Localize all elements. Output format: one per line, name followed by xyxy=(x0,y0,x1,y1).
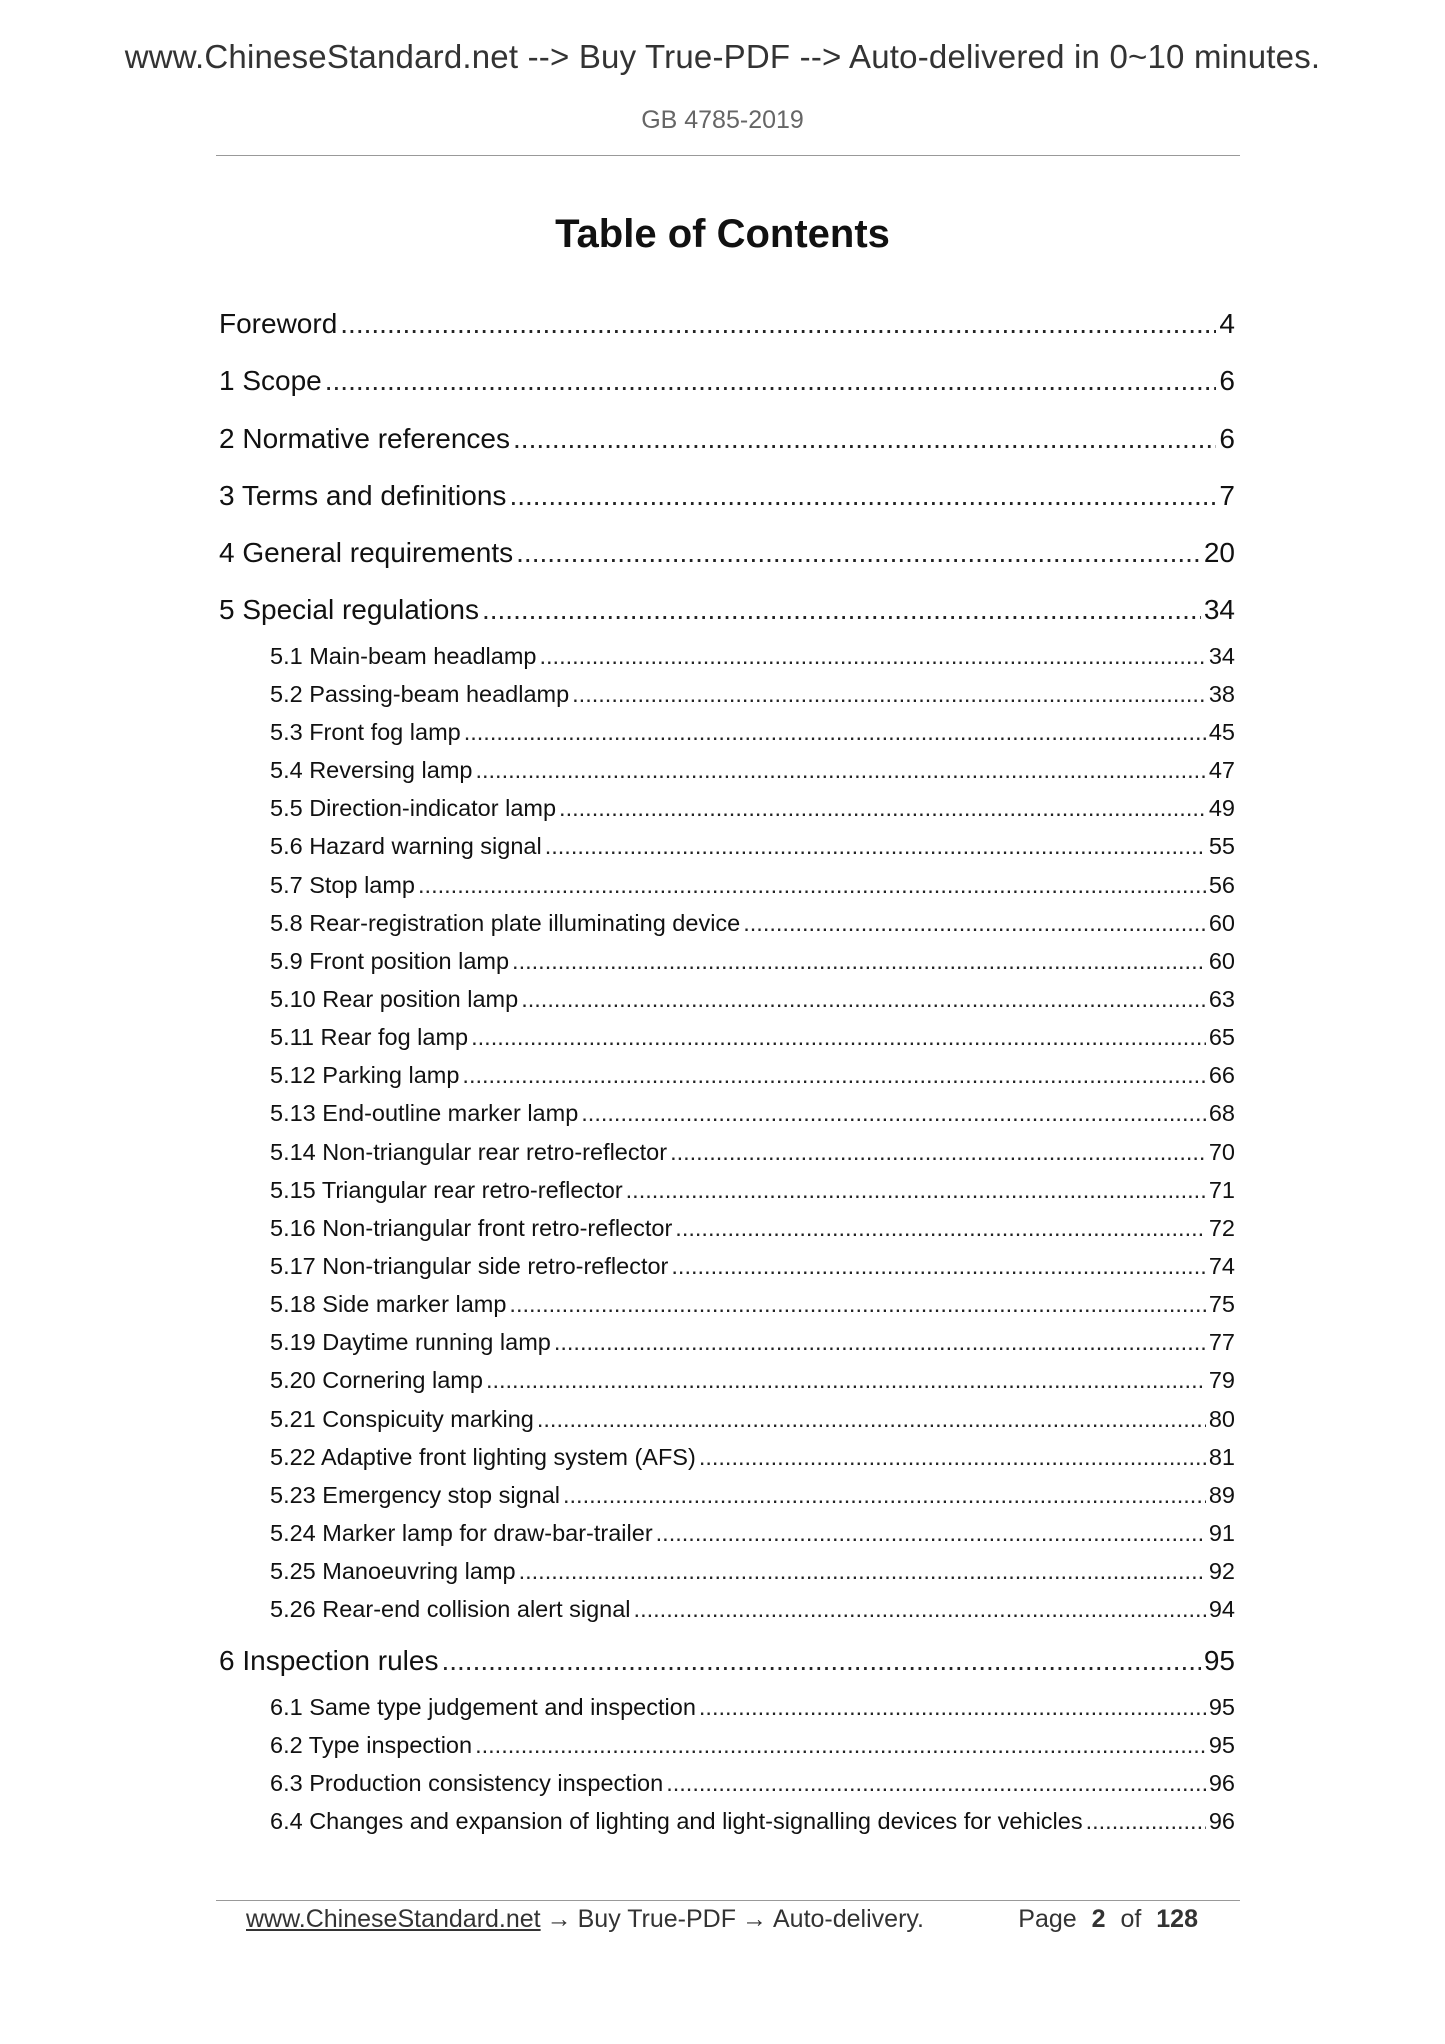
toc-dot-leader xyxy=(509,473,1216,519)
toc-entry-page: 45 xyxy=(1208,719,1235,746)
toc-entry-page: 70 xyxy=(1208,1138,1235,1165)
toc-entry-page: 20 xyxy=(1203,537,1235,569)
toc-entry-label: 5.15 Triangular rear retro-reflector xyxy=(270,1176,623,1203)
toc-dot-leader xyxy=(572,675,1206,713)
toc-entry-label: 1 Scope xyxy=(219,365,322,397)
toc-entry-page: 96 xyxy=(1208,1770,1235,1797)
toc-dot-leader xyxy=(699,1438,1206,1476)
toc-entry-label: 5.24 Marker lamp for draw-bar-trailer xyxy=(270,1520,653,1547)
toc-entry-label: 5.12 Parking lamp xyxy=(270,1062,460,1089)
toc-entry-page: 81 xyxy=(1208,1443,1235,1470)
toc-entry-page: 94 xyxy=(1208,1596,1235,1623)
toc-entry-label: 6.4 Changes and expansion of lighting and light-signalling devices for vehicles xyxy=(270,1808,1083,1835)
toc-entry-page: 34 xyxy=(1208,642,1235,669)
toc-dot-leader xyxy=(482,587,1201,633)
toc-dot-leader xyxy=(418,866,1206,904)
toc-dot-leader xyxy=(441,1638,1200,1684)
toc-subsection-entry[interactable] xyxy=(219,1590,1235,1628)
toc-subsection-entry[interactable] xyxy=(219,1361,1235,1399)
toc-entry-label: 5.20 Cornering lamp xyxy=(270,1367,483,1394)
toc-entry-label: 5.2 Passing-beam headlamp xyxy=(270,680,570,707)
toc-subsection-entry[interactable] xyxy=(219,1323,1235,1361)
toc-dot-leader xyxy=(519,1552,1206,1590)
toc-entry-label: 3 Terms and definitions xyxy=(219,479,507,511)
toc-entry-page: 96 xyxy=(1208,1808,1235,1835)
toc-subsection-entry[interactable] xyxy=(219,1438,1235,1476)
toc-entry-label: 6 Inspection rules xyxy=(219,1645,439,1677)
toc-entry-label: 6.1 Same type judgement and inspection xyxy=(270,1693,696,1720)
toc-subsection-entry[interactable] xyxy=(219,637,1235,675)
toc-dot-leader xyxy=(559,789,1206,827)
toc-entry-page: 6 xyxy=(1219,422,1235,454)
toc-entry-label: 5.26 Rear-end collision alert signal xyxy=(270,1596,631,1623)
toc-entry-label: 5.21 Conspicuity marking xyxy=(270,1405,534,1432)
toc-entry-page: 47 xyxy=(1208,757,1235,784)
toc-subsection-entry[interactable] xyxy=(219,1400,1235,1438)
toc-subsection-entry[interactable] xyxy=(219,1802,1235,1840)
header-divider xyxy=(216,155,1240,156)
footer-divider xyxy=(216,1900,1240,1901)
toc-entry-label: 5.3 Front fog lamp xyxy=(270,719,461,746)
toc-subsection-entry[interactable] xyxy=(219,1285,1235,1323)
toc-entry-page: 71 xyxy=(1208,1176,1235,1203)
toc-dot-leader xyxy=(325,358,1217,404)
toc-dot-leader xyxy=(563,1476,1206,1514)
toc-subsection-entry[interactable] xyxy=(219,1688,1235,1726)
toc-entry-page: 89 xyxy=(1208,1481,1235,1508)
toc-subsection-entry[interactable] xyxy=(219,1764,1235,1802)
toc-entry-page: 74 xyxy=(1208,1253,1235,1280)
toc-dot-leader xyxy=(634,1590,1206,1628)
toc-entry-page: 7 xyxy=(1219,479,1235,511)
page-footer xyxy=(246,1905,1206,1934)
toc-entry-label: 5 Special regulations xyxy=(219,594,479,626)
toc-dot-leader xyxy=(699,1688,1206,1726)
toc-entry-label: 5.16 Non-triangular front retro-reflector xyxy=(270,1214,673,1241)
toc-entry-label: 5.4 Reversing lamp xyxy=(270,757,473,784)
arrow-right-icon: → xyxy=(546,1905,572,1933)
toc-entry-page: 60 xyxy=(1208,909,1235,936)
toc-dot-leader xyxy=(462,1056,1205,1094)
page-word: Page xyxy=(1018,1905,1077,1933)
toc-entry-label: 5.9 Front position lamp xyxy=(270,947,510,974)
toc-section-entry[interactable] xyxy=(219,473,1235,530)
page-title: Table of Contents xyxy=(555,212,890,256)
toc-entry-label: 6.2 Type inspection xyxy=(270,1731,473,1758)
toc-entry-page: 95 xyxy=(1203,1645,1235,1677)
toc-subsection-entry[interactable] xyxy=(219,1209,1235,1247)
toc-entry-page: 92 xyxy=(1208,1558,1235,1585)
toc-entry-page: 66 xyxy=(1208,1062,1235,1089)
arrow-right-icon: → xyxy=(742,1905,767,1933)
toc-entry-page: 6 xyxy=(1219,365,1235,397)
toc-subsection-entry[interactable] xyxy=(219,1726,1235,1764)
toc-section-entry[interactable] xyxy=(219,530,1235,587)
footer-delivery-text: Auto-delivery. xyxy=(773,1905,924,1933)
toc-section-entry[interactable] xyxy=(219,358,1235,415)
total-pages: 128 xyxy=(1156,1905,1198,1933)
toc-dot-leader xyxy=(464,713,1206,751)
toc-entry-label: 5.22 Adaptive front lighting system (AFS) xyxy=(270,1443,696,1470)
toc-subsection-entry[interactable] xyxy=(219,904,1235,942)
toc-dot-leader xyxy=(1086,1802,1206,1840)
toc-entry-page: 38 xyxy=(1208,680,1235,707)
toc-dot-leader xyxy=(545,827,1206,865)
toc-dot-leader xyxy=(671,1247,1205,1285)
toc-dot-leader xyxy=(537,1400,1206,1438)
toc-entry-label: 6.3 Production consistency inspection xyxy=(270,1770,664,1797)
footer-site-link[interactable]: www.ChineseStandard.net xyxy=(246,1905,541,1933)
toc-dot-leader xyxy=(581,1094,1206,1132)
toc-entry-page: 4 xyxy=(1219,308,1235,339)
toc-dot-leader xyxy=(516,530,1201,576)
toc-entry-page: 63 xyxy=(1208,986,1235,1013)
toc-entry-page: 55 xyxy=(1208,833,1235,860)
footer-buy-text: Buy True-PDF xyxy=(577,1905,736,1933)
toc-entry-label: 5.25 Manoeuvring lamp xyxy=(270,1558,516,1585)
toc-entry-label: 5.13 End-outline marker lamp xyxy=(270,1100,579,1127)
toc-dot-leader xyxy=(743,904,1206,942)
toc-section-entry[interactable] xyxy=(219,416,1235,473)
toc-subsection-entry[interactable] xyxy=(219,1171,1235,1209)
toc-entry-page: 60 xyxy=(1208,947,1235,974)
toc-subsection-entry[interactable] xyxy=(219,751,1235,789)
toc-dot-leader xyxy=(626,1171,1206,1209)
toc-subsection-entry[interactable] xyxy=(219,1133,1235,1171)
page-indicator xyxy=(1018,1905,1206,1934)
toc-entry-label: 5.8 Rear-registration plate illuminating device xyxy=(270,909,741,936)
toc-entry-label: 2 Normative references xyxy=(219,422,511,454)
toc-subsection-entry[interactable] xyxy=(219,866,1235,904)
toc-entry-page: 95 xyxy=(1208,1693,1235,1720)
toc-entry-label: 5.5 Direction-indicator lamp xyxy=(270,795,557,822)
toc-dot-leader xyxy=(666,1764,1206,1802)
toc-entry-label: 5.14 Non-triangular rear retro-reflector xyxy=(270,1138,668,1165)
toc-subsection-entry[interactable] xyxy=(219,827,1235,865)
toc-entry-page: 75 xyxy=(1208,1291,1235,1318)
toc-subsection-entry[interactable] xyxy=(219,1247,1235,1285)
toc-dot-leader xyxy=(509,1285,1205,1323)
toc-entry-page: 49 xyxy=(1208,795,1235,822)
toc-entry-label: 5.7 Stop lamp xyxy=(270,871,416,898)
toc-dot-leader xyxy=(340,301,1216,347)
toc-entry-page: 72 xyxy=(1208,1214,1235,1241)
toc-subsection-entry[interactable] xyxy=(219,1476,1235,1514)
toc-entry-label: 5.18 Side marker lamp xyxy=(270,1291,507,1318)
toc-entry-page: 68 xyxy=(1208,1100,1235,1127)
toc-dot-leader xyxy=(471,1018,1206,1056)
toc-dot-leader xyxy=(521,980,1206,1018)
toc-entry-page: 34 xyxy=(1203,594,1235,626)
toc-entry-label: 5.19 Daytime running lamp xyxy=(270,1329,551,1356)
toc-subsection-entry[interactable] xyxy=(219,675,1235,713)
toc-subsection-entry[interactable] xyxy=(219,1552,1235,1590)
toc-dot-leader xyxy=(513,416,1216,462)
toc-subsection-entry[interactable] xyxy=(219,1094,1235,1132)
toc-subsection-entry[interactable] xyxy=(219,789,1235,827)
toc-entry-label: 5.10 Rear position lamp xyxy=(270,986,519,1013)
toc-dot-leader xyxy=(475,751,1205,789)
toc-dot-leader xyxy=(675,1209,1206,1247)
toc-subsection-entry[interactable] xyxy=(219,1018,1235,1056)
of-word: of xyxy=(1120,1905,1142,1933)
toc-entry-page: 91 xyxy=(1208,1520,1235,1547)
toc-subsection-entry[interactable] xyxy=(219,942,1235,980)
toc-subsection-entry[interactable] xyxy=(219,713,1235,751)
toc-dot-leader xyxy=(554,1323,1206,1361)
toc-entry-page: 65 xyxy=(1208,1024,1235,1051)
toc-dot-leader xyxy=(486,1361,1206,1399)
toc-dot-leader xyxy=(656,1514,1206,1552)
toc-subsection-entry[interactable] xyxy=(219,980,1235,1018)
toc-entry-page: 77 xyxy=(1208,1329,1235,1356)
toc-dot-leader xyxy=(475,1726,1206,1764)
toc-entry-page: 95 xyxy=(1208,1731,1235,1758)
toc-entry-label: 5.17 Non-triangular side retro-reflector xyxy=(270,1253,669,1280)
toc-entry-label: 5.11 Rear fog lamp xyxy=(270,1024,469,1051)
toc-section-entry[interactable] xyxy=(219,301,1235,358)
document-code: GB 4785-2019 xyxy=(641,106,804,134)
toc-entry-label: Foreword xyxy=(219,308,338,339)
toc-entry-label: 5.6 Hazard warning signal xyxy=(270,833,542,860)
toc-subsection-entry[interactable] xyxy=(219,1514,1235,1552)
toc-entry-label: 5.1 Main-beam headlamp xyxy=(270,642,537,669)
top-banner: www.ChineseStandard.net --> Buy True-PDF --> Auto-delivered in 0~10 minutes. xyxy=(124,38,1321,75)
current-page-number: 2 xyxy=(1091,1905,1106,1933)
table-of-contents xyxy=(219,301,1235,1850)
toc-entry-page: 79 xyxy=(1208,1367,1235,1394)
toc-dot-leader xyxy=(512,942,1206,980)
toc-dot-leader xyxy=(670,1133,1206,1171)
toc-entry-page: 56 xyxy=(1208,871,1235,898)
toc-entry-label: 4 General requirements xyxy=(219,537,514,569)
toc-dot-leader xyxy=(540,637,1206,675)
toc-subsection-entry[interactable] xyxy=(219,1056,1235,1094)
toc-entry-page: 80 xyxy=(1208,1405,1235,1432)
toc-entry-label: 5.23 Emergency stop signal xyxy=(270,1481,560,1508)
